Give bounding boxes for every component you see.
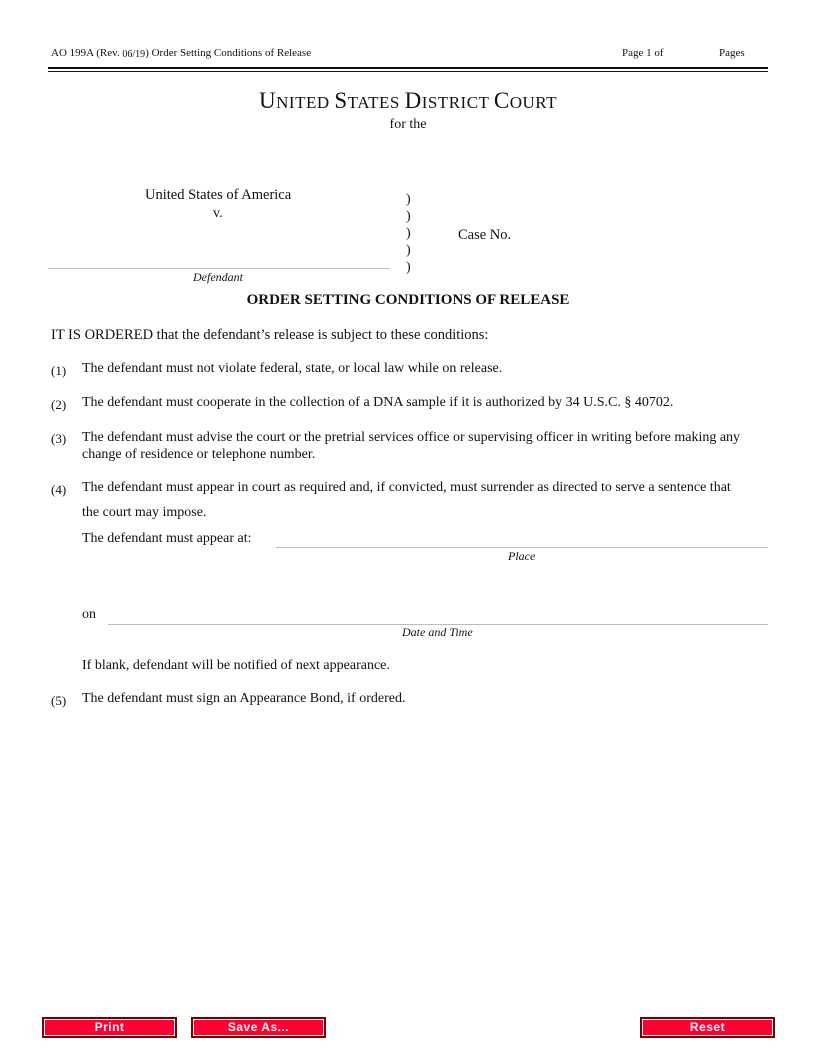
- reset-button[interactable]: Reset: [640, 1017, 775, 1038]
- versus-label: v.: [213, 206, 223, 221]
- order-intro: IT IS ORDERED that the defendant’s release is subject to these conditions:: [51, 327, 489, 343]
- order-title: ORDER SETTING CONDITIONS OF RELEASE: [246, 292, 570, 308]
- on-label: on: [82, 607, 96, 622]
- place-label: Place: [508, 549, 536, 563]
- plaintiff-name: United States of America: [145, 187, 292, 203]
- caption-paren: ): [406, 226, 411, 241]
- condition-text: The defendant must sign an Appearance Bond, if ordered.: [82, 691, 406, 706]
- condition-text-continued: the court may impose.: [82, 505, 207, 520]
- condition-number: (4): [51, 482, 67, 497]
- date-time-label: Date and Time: [402, 625, 473, 639]
- condition-text: The defendant must appear in court as required and, if convicted, must surrender as directed to serve a sentence that: [82, 480, 731, 495]
- form-number: AO 199A (Rev. 06/19) Order Setting Conditions of Release: [51, 47, 312, 60]
- page-label: Page 1 of: [622, 47, 664, 59]
- defendant-label: Defendant: [193, 270, 243, 284]
- case-number-label: Case No.: [458, 227, 512, 243]
- condition-number: (2): [51, 397, 67, 412]
- caption-paren: ): [406, 243, 411, 258]
- total-pages-field[interactable]: [665, 46, 705, 60]
- header-rule-thin: [48, 71, 768, 72]
- court-title: UNITED STATES DISTRICT COURT: [259, 88, 557, 113]
- condition-text: The defendant must not violate federal, state, or local law while on release.: [82, 361, 503, 376]
- pages-label: Pages: [719, 47, 745, 59]
- defendant-name-field[interactable]: [48, 268, 390, 269]
- condition-text: The defendant must cooperate in the collection of a DNA sample if it is authorized by 34 U.S.C. § 40702.: [82, 395, 674, 410]
- condition-text: The defendant must advise the court or the pretrial services office or supervising officer in writing before making any change of residence or telephone number.: [82, 430, 741, 462]
- condition-number: (3): [51, 431, 67, 446]
- appear-at-label: The defendant must appear at:: [82, 531, 252, 546]
- form-revision: 06/19: [122, 49, 146, 60]
- condition-number: (1): [51, 363, 67, 378]
- condition-number: (5): [51, 693, 67, 708]
- caption-paren: ): [406, 209, 411, 224]
- blank-notice: If blank, defendant will be notified of next appearance.: [82, 658, 390, 673]
- header-rule-thick: [48, 67, 768, 69]
- print-button[interactable]: Print: [42, 1017, 177, 1038]
- save-as-button[interactable]: Save As...: [191, 1017, 326, 1038]
- caption-paren: ): [406, 192, 411, 207]
- place-field[interactable]: [276, 547, 768, 548]
- for-the-label: for the: [389, 117, 427, 132]
- caption-paren: ): [406, 260, 411, 275]
